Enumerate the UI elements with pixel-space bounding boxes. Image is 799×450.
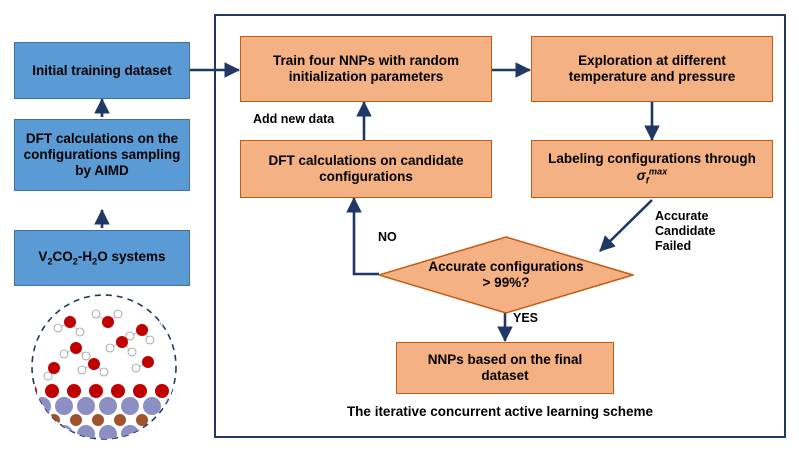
structure-illustration <box>18 292 190 442</box>
edge-label-add-new-data: Add new data <box>253 112 335 126</box>
node-system <box>14 230 190 286</box>
node-initial-dataset <box>14 42 190 99</box>
edge-label-yes: YES <box>513 311 539 325</box>
node-dft-candidates <box>240 140 492 198</box>
structure-svg <box>18 292 190 442</box>
node-exploration-label: Exploration at different temperature and pressure <box>568 53 736 84</box>
node-train-nnps-label: Train four NNPs with random initialization parameters <box>272 53 459 84</box>
node-dft-aimd <box>14 119 190 191</box>
node-decision <box>378 236 634 314</box>
node-system-label: $V_2CO_2-H_2O$ systems <box>38 248 166 267</box>
scheme-caption: The iterative concurrent active learning scheme <box>346 404 654 419</box>
node-decision-label: Accurate configurations > 99%? <box>428 258 584 290</box>
node-dft-candidates-label: DFT calculations on candidate configurations <box>268 153 464 184</box>
node-final-nnps-label: NNPs based on the final dataset <box>427 352 583 383</box>
node-final-nnps <box>396 342 614 394</box>
edge-label-no: NO <box>378 230 397 244</box>
edge-label-outcomes: Accurate Candidate Failed <box>655 209 716 253</box>
node-labeling-label: Labeling configurations through $\sigma_f^{max}$ <box>548 151 756 187</box>
node-train-nnps <box>240 36 492 102</box>
node-labeling <box>531 140 773 198</box>
node-dft-aimd-label: DFT calculations on the configurations sampling by AIMD <box>23 131 181 178</box>
node-exploration <box>531 36 773 102</box>
node-initial-dataset-label: Initial training dataset <box>32 62 172 78</box>
